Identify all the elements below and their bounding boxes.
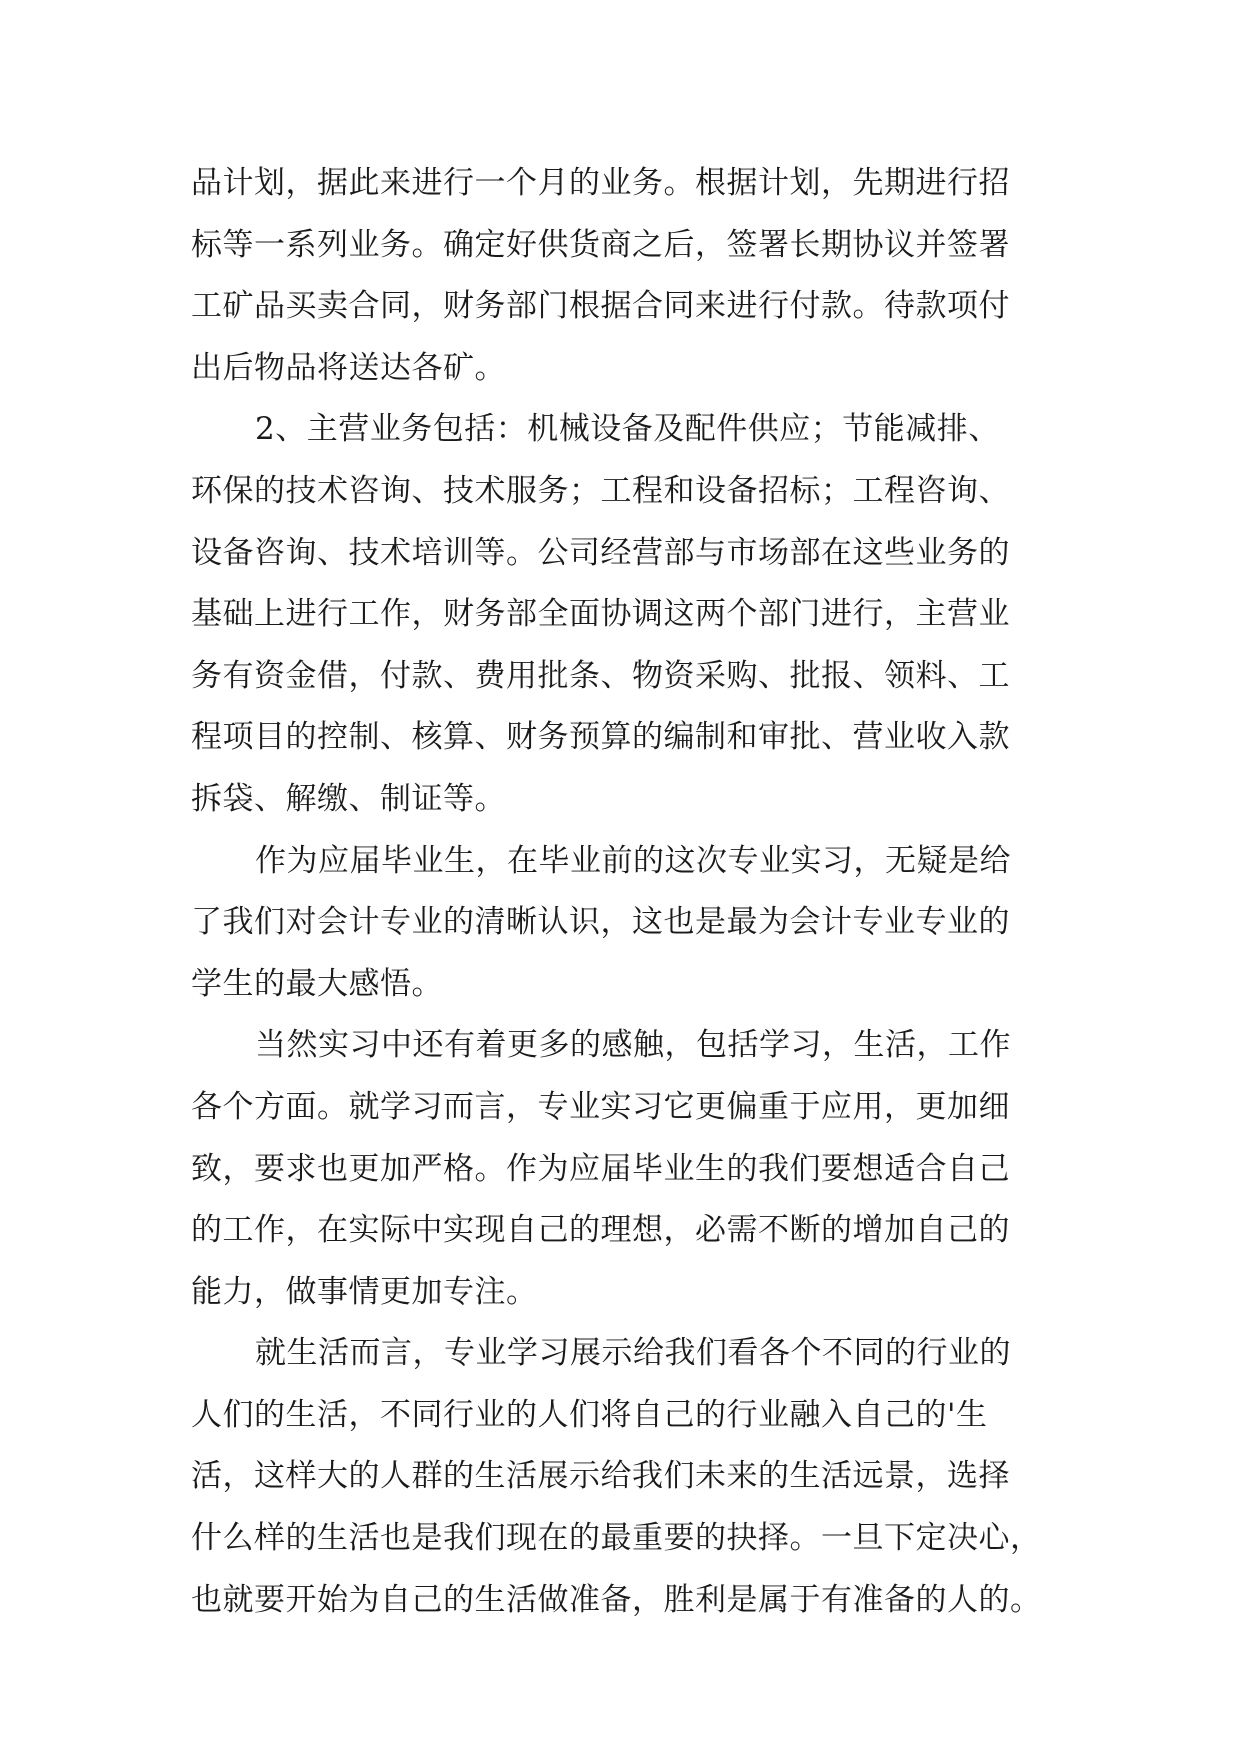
text-line: 环保的技术咨询、技术服务；工程和设备招标；工程咨询、 — [191, 472, 1010, 509]
text-line: 学生的最大感悟。 — [191, 965, 443, 1002]
text-line: 基础上进行工作，财务部全面协调这两个部门进行，主营业 — [191, 596, 1010, 633]
text-line: 的工作，在实际中实现自己的理想，必需不断的增加自己的 — [191, 1212, 1010, 1249]
text-line: 人们的生活，不同行业的人们将自己的行业融入自己的'生 — [191, 1396, 988, 1433]
paragraph-first-line: 2、主营业务包括：机械设备及配件供应；节能减排、 — [255, 411, 1000, 448]
text-line: 各个方面。就学习而言，专业实习它更偏重于应用，更加细 — [191, 1088, 1010, 1125]
text-line: 工矿品买卖合同，财务部门根据合同来进行付款。待款项付 — [191, 288, 1010, 325]
text-line: 出后物品将送达各矿。 — [191, 349, 506, 386]
text-line: 程项目的控制、核算、财务预算的编制和审批、营业收入款 — [191, 719, 1010, 756]
paragraph-first-line: 就生活而言，专业学习展示给我们看各个不同的行业的 — [255, 1335, 1011, 1372]
paragraph-first-line: 作为应届毕业生，在毕业前的这次专业实习，无疑是给 — [255, 842, 1011, 879]
text-line: 也就要开始为自己的生活做准备，胜利是属于有准备的人的。 — [191, 1581, 1042, 1618]
text-line: 拆袋、解缴、制证等。 — [191, 780, 506, 817]
text-line: 什么样的生活也是我们现在的最重要的抉择。一旦下定决心， — [191, 1520, 1042, 1557]
text-line: 了我们对会计专业的清晰认识，这也是最为会计专业专业的 — [191, 904, 1010, 941]
text-line: 活，这样大的人群的生活展示给我们未来的生活远景，选择 — [191, 1458, 1010, 1495]
document-page — [191, 153, 1061, 1631]
text-line: 设备咨询、技术培训等。公司经营部与市场部在这些业务的 — [191, 534, 1010, 571]
text-line: 品计划，据此来进行一个月的业务。根据计划，先期进行招 — [191, 165, 1010, 201]
text-line: 能力，做事情更加专注。 — [191, 1273, 538, 1310]
paragraph-first-line: 当然实习中还有着更多的感触，包括学习，生活，工作 — [255, 1027, 1011, 1064]
text-line: 致，要求也更加严格。作为应届毕业生的我们要想适合自己 — [191, 1150, 1010, 1187]
text-line: 务有资金借，付款、费用批条、物资采购、批报、领料、工 — [191, 657, 1010, 694]
text-line: 标等一系列业务。确定好供货商之后，签署长期协议并签署 — [191, 226, 1010, 263]
